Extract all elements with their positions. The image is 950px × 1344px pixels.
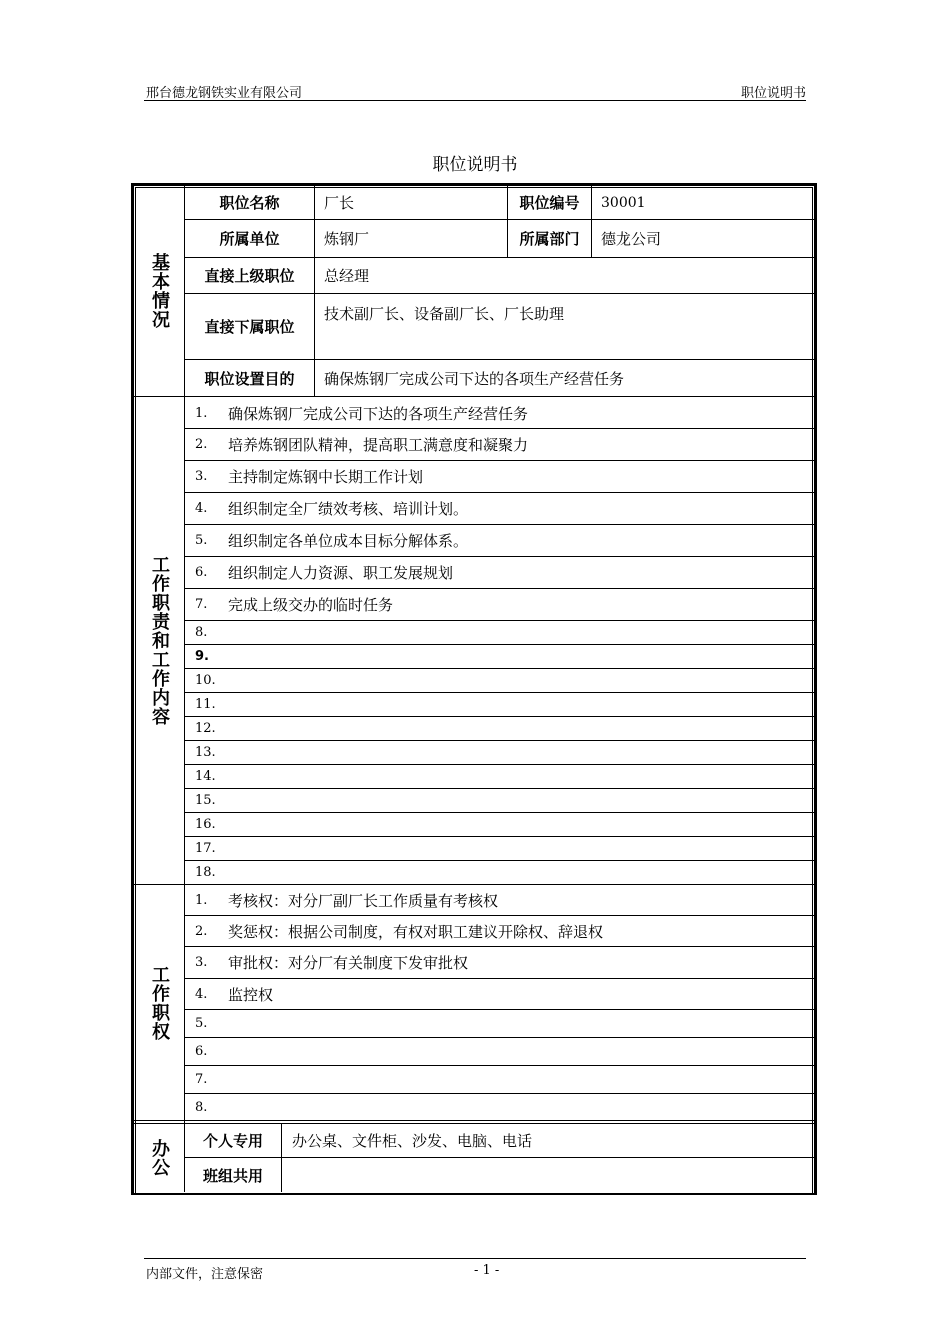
personal-use-value: 办公桌、文件柜、沙发、电脑、电话: [292, 1132, 533, 1150]
duty-number: 3.: [195, 469, 208, 484]
authority-text: 奖惩权：根据公司制度，有权对职工建议开除权、辞退权: [228, 922, 604, 941]
duty-row: [186, 645, 814, 668]
company-name: 邢台德龙钢铁实业有限公司: [146, 86, 303, 101]
duty-number: 18.: [195, 865, 216, 880]
authority-row: [186, 886, 814, 915]
duty-number: 5.: [195, 533, 208, 548]
section-label-basic: 基本情况: [149, 253, 170, 329]
personal-use-label: 个人专用: [202, 1132, 263, 1150]
header-doc-type: 职位说明书: [740, 86, 806, 101]
authority-row: [186, 916, 814, 946]
authority-number: 5.: [195, 1016, 208, 1031]
position-name-label: 职位名称: [219, 194, 280, 212]
subordinate-value: 技术副厂长、设备副厂长、厂长助理: [324, 304, 565, 323]
authority-number: 2.: [195, 923, 208, 939]
duty-number: 17.: [195, 841, 216, 856]
dept-label: 所属部门: [519, 230, 580, 248]
duty-number: 11.: [195, 697, 216, 712]
duty-row: [186, 589, 814, 620]
authority-text: 考核权：对分厂副厂长工作质量有考核权: [228, 892, 499, 910]
duty-text: 培养炼钢团队精神，提高职工满意度和凝聚力: [228, 436, 529, 454]
duty-row: [186, 741, 814, 764]
authority-number: 4.: [195, 986, 208, 1002]
section-label-duties: 工作职责和工作内容: [149, 555, 170, 726]
duty-text: 组织制定全厂绩效考核、培训计划。: [228, 500, 469, 518]
document-title: 职位说明书: [432, 155, 518, 175]
duty-text: 完成上级交办的临时任务: [228, 596, 394, 614]
position-code-label: 职位编号: [519, 194, 580, 212]
duty-number: 2.: [195, 437, 208, 452]
duty-number: 8.: [195, 625, 208, 640]
duty-row: [186, 861, 814, 884]
section-label-authority: 工作职权: [149, 964, 170, 1041]
duty-number: 1.: [195, 405, 208, 421]
duty-row: [186, 398, 814, 428]
authority-row: [186, 979, 814, 1009]
duty-number: 12.: [195, 721, 216, 736]
position-name-value: 厂长: [324, 194, 355, 212]
unit-label: 所属单位: [219, 230, 280, 248]
confidential-note: 内部文件，注意保密: [146, 1267, 264, 1282]
position-code-value: 30001: [601, 194, 646, 211]
duty-number: 15.: [195, 793, 216, 808]
dept-value: 德龙公司: [601, 230, 662, 248]
duty-number: 14.: [195, 769, 216, 784]
duty-number: 4.: [195, 501, 208, 516]
duty-row: [186, 525, 814, 556]
duty-text: 确保炼钢厂完成公司下达的各项生产经营任务: [228, 404, 529, 423]
duty-row: [186, 837, 814, 860]
duty-number: 7.: [195, 597, 208, 612]
authority-number: 8.: [195, 1099, 208, 1115]
duty-row: [186, 493, 814, 524]
superior-label: 直接上级职位: [204, 267, 295, 285]
duty-row: [186, 813, 814, 836]
duty-row: [186, 669, 814, 692]
duty-row: [186, 717, 814, 740]
authority-row: [186, 1010, 814, 1037]
authority-number: 1.: [195, 893, 208, 908]
page-header: [144, 82, 806, 101]
duty-number: 9.: [195, 649, 209, 664]
duty-number: 6.: [195, 565, 208, 580]
duty-row: [186, 429, 814, 460]
duty-text: 组织制定各单位成本目标分解体系。: [228, 532, 469, 550]
duty-text: 组织制定人力资源、职工发展规划: [228, 564, 454, 582]
authority-text: 审批权：对分厂有关制度下发审批权: [228, 954, 469, 972]
purpose-label: 职位设置目的: [204, 369, 295, 388]
section-label-office: 办公: [149, 1139, 170, 1177]
subordinate-label: 直接下属职位: [204, 318, 295, 336]
authority-row: [186, 1094, 814, 1120]
shared-use-label: 班组共用: [202, 1166, 263, 1185]
page-footer: [144, 1258, 806, 1282]
page-number: - 1 -: [474, 1263, 500, 1278]
purpose-value: 确保炼钢厂完成公司下达的各项生产经营任务: [324, 369, 625, 388]
authority-number: 6.: [195, 1044, 208, 1059]
authority-number: 3.: [195, 955, 208, 970]
authority-row: [186, 1066, 814, 1093]
superior-value: 总经理: [324, 267, 370, 285]
duty-row: [186, 693, 814, 716]
authority-text: 监控权: [228, 985, 274, 1004]
duty-row: [186, 789, 814, 812]
duty-number: 13.: [195, 745, 216, 760]
unit-value: 炼钢厂: [324, 230, 370, 248]
authority-number: 7.: [195, 1072, 208, 1087]
duty-row: [186, 461, 814, 492]
duty-row: [186, 621, 814, 644]
duty-text: 主持制定炼钢中长期工作计划: [228, 468, 424, 486]
duty-row: [186, 765, 814, 788]
duty-number: 16.: [195, 817, 216, 832]
authority-row: [186, 1038, 814, 1065]
duty-row: [186, 557, 814, 588]
authority-row: [186, 947, 814, 978]
duty-number: 10.: [195, 673, 216, 688]
